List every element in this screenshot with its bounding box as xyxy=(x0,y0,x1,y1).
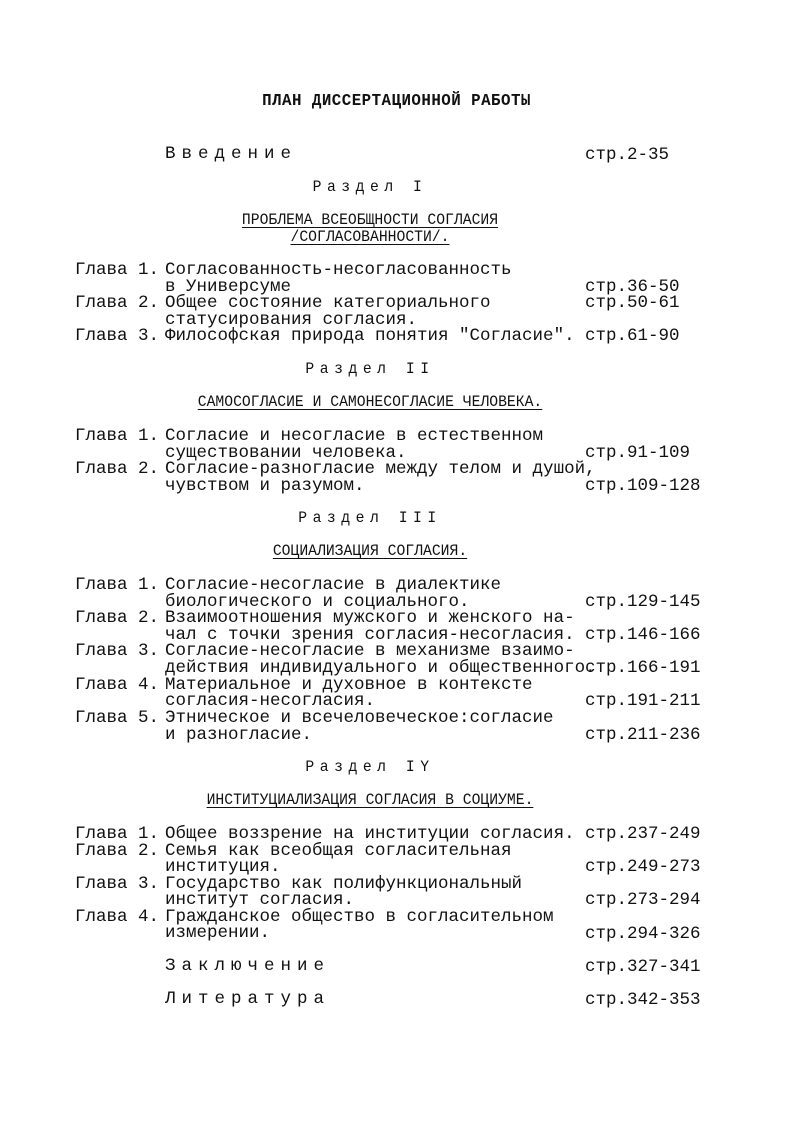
intro-pages: стр.2-35 xyxy=(585,145,670,165)
chapter-title: в Универсуме xyxy=(165,277,292,297)
chapter-title: Общее воззрение на институции согласия. xyxy=(165,824,575,844)
chapter-title: и разногласие. xyxy=(165,725,313,745)
chapter-pages: стр.294-326 xyxy=(585,924,701,944)
section-title: /СОГЛАСОВАННОСТИ/. xyxy=(290,228,450,246)
section-heading: Раздел I xyxy=(312,178,428,196)
conclusion-label: Заключение xyxy=(165,956,331,976)
chapter-title: чал с точки зрения согласия-несогласия. xyxy=(165,625,575,645)
chapter-pages: стр.61-90 xyxy=(585,326,680,346)
section-heading: Раздел IY xyxy=(305,758,435,776)
chapter-title: институция. xyxy=(165,857,281,877)
chapter-label: Глава 4. xyxy=(75,907,160,927)
chapter-title: Согласие-несогласие в диалектике xyxy=(165,575,502,595)
section-title: САМОСОГЛАСИЕ И САМОНЕСОГЛАСИЕ ЧЕЛОВЕКА. xyxy=(197,393,543,411)
chapter-label: Глава 4. xyxy=(75,675,160,695)
section-title: ИНСТИТУЦИАЛИЗАЦИЯ СОГЛАСИЯ В СОЦИУМЕ. xyxy=(206,791,534,809)
chapter-pages: стр.273-294 xyxy=(585,890,701,910)
literature-label: Литература xyxy=(165,989,331,1009)
chapter-pages: стр.249-273 xyxy=(585,857,701,877)
chapter-title: существовании человека. xyxy=(165,443,407,463)
intro-label: Введение xyxy=(165,144,298,164)
chapter-title: Материальное и духовное в контексте xyxy=(165,675,533,695)
chapter-label: Глава 2. xyxy=(75,608,160,628)
chapter-pages: стр.237-249 xyxy=(585,824,701,844)
chapter-title: Согласие-несогласие в механизме взаимо- xyxy=(165,641,575,661)
chapter-title: статусирования согласия. xyxy=(165,310,418,330)
chapter-label: Глава 3. xyxy=(75,874,160,894)
page-title: ПЛАН ДИССЕРТАЦИОННОЙ РАБОТЫ xyxy=(262,92,531,111)
chapter-title: биологического и социального. xyxy=(165,592,470,612)
section-heading: Раздел II xyxy=(305,360,435,378)
chapter-label: Глава 3. xyxy=(75,641,160,661)
chapter-title: измерении. xyxy=(165,923,271,943)
chapter-label: Глава 1. xyxy=(75,824,160,844)
chapter-label: Глава 2. xyxy=(75,459,160,479)
chapter-title: институт согласия. xyxy=(165,890,355,910)
chapter-title: Философская природа понятия "Согласие". xyxy=(165,326,575,346)
chapter-pages: стр.91-109 xyxy=(585,443,691,463)
chapter-title: Согласие и несогласие в естественном xyxy=(165,426,544,446)
chapter-title: Общее состояние категориального xyxy=(165,293,491,313)
chapter-pages: стр.191-211 xyxy=(585,691,701,711)
chapter-pages: стр.109-128 xyxy=(585,476,701,496)
chapter-pages: стр.36-50 xyxy=(585,277,680,297)
section-title: СОЦИАЛИЗАЦИЯ СОГЛАСИЯ. xyxy=(272,542,468,560)
chapter-title: Семья как всеобщая согласительная xyxy=(165,841,512,861)
chapter-label: Глава 1. xyxy=(75,575,160,595)
chapter-title: действия индивидуального и общественного. xyxy=(165,658,596,678)
chapter-title: согласия-несогласия. xyxy=(165,691,376,711)
chapter-title: Гражданское общество в согласительном xyxy=(165,907,554,927)
chapter-label: Глава 1. xyxy=(75,426,160,446)
chapter-pages: стр.166-191 xyxy=(585,658,701,678)
literature-pages: стр.342-353 xyxy=(585,990,701,1010)
chapter-label: Глава 2. xyxy=(75,841,160,861)
chapter-title: Этническое и всечеловеческое:согласие xyxy=(165,708,554,728)
chapter-title: Согласованность-несогласованность xyxy=(165,260,512,280)
chapter-label: Глава 1. xyxy=(75,260,160,280)
chapter-title: Государство как полифункциональный xyxy=(165,874,523,894)
conclusion-pages: стр.327-341 xyxy=(585,957,701,977)
chapter-label: Глава 5. xyxy=(75,708,160,728)
chapter-pages: стр.50-61 xyxy=(585,293,680,313)
chapter-pages: стр.129-145 xyxy=(585,592,701,612)
chapter-label: Глава 2. xyxy=(75,293,160,313)
section-title: ПРОБЛЕМА ВСЕОБЩНОСТИ СОГЛАСИЯ xyxy=(241,211,499,229)
chapter-pages: стр.211-236 xyxy=(585,725,701,745)
chapter-pages: стр.146-166 xyxy=(585,625,701,645)
section-heading: Раздел III xyxy=(298,509,442,527)
chapter-title: Согласие-разногласие между телом и душой, xyxy=(165,459,596,479)
chapter-label: Глава 3. xyxy=(75,326,160,346)
chapter-title: чувством и разумом. xyxy=(165,476,365,496)
chapter-title: Взаимоотношения мужского и женского на- xyxy=(165,608,575,628)
